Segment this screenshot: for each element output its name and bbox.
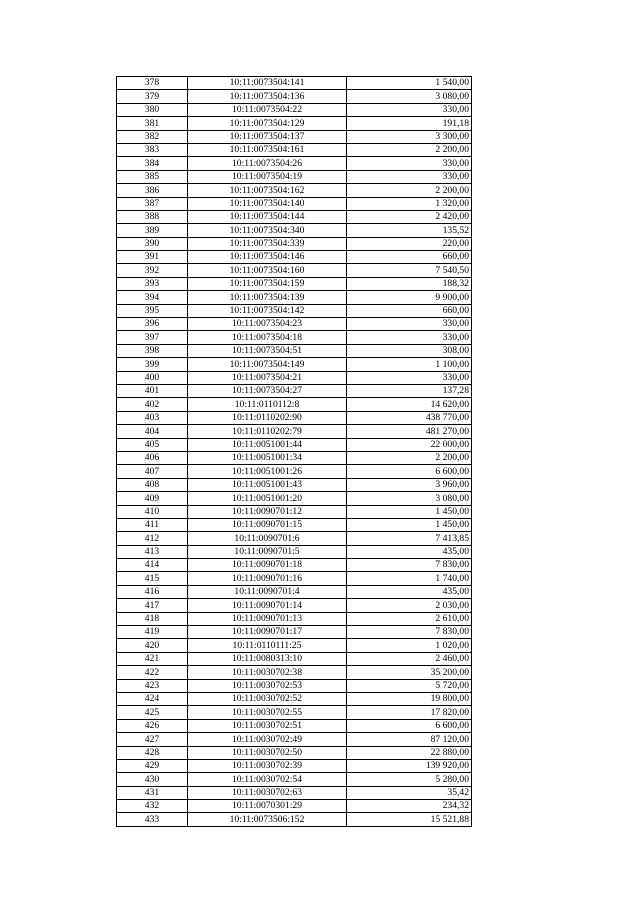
row-number-cell: 401 xyxy=(117,384,188,397)
value-cell: 14 620,00 xyxy=(347,398,472,411)
cadastral-number-cell: 10:11:0070301:29 xyxy=(188,800,347,813)
table-row xyxy=(117,733,472,746)
cadastral-number-cell: 10:11:0090701:13 xyxy=(188,612,347,625)
value-cell: 1 540,00 xyxy=(347,77,472,90)
row-number-cell: 419 xyxy=(117,626,188,639)
value-cell: 1 100,00 xyxy=(347,358,472,371)
value-cell: 3 080,00 xyxy=(347,492,472,505)
row-number-cell: 381 xyxy=(117,117,188,130)
row-number-cell: 412 xyxy=(117,532,188,545)
row-number-cell: 388 xyxy=(117,210,188,223)
row-number-cell: 415 xyxy=(117,572,188,585)
table-row xyxy=(117,786,472,799)
row-number-cell: 390 xyxy=(117,237,188,250)
value-cell: 1 020,00 xyxy=(347,639,472,652)
value-cell: 19 800,00 xyxy=(347,692,472,705)
table-row xyxy=(117,384,472,397)
cadastral-number-cell: 10:11:0090701:6 xyxy=(188,532,347,545)
cadastral-number-cell: 10:11:0080313:10 xyxy=(188,652,347,665)
row-number-cell: 426 xyxy=(117,719,188,732)
value-cell: 137,28 xyxy=(347,384,472,397)
value-cell: 22 000,00 xyxy=(347,438,472,451)
cadastral-number-cell: 10:11:0073504:137 xyxy=(188,130,347,143)
table-row xyxy=(117,371,472,384)
value-cell: 330,00 xyxy=(347,103,472,116)
table-row xyxy=(117,143,472,156)
cadastral-number-cell: 10:11:0030702:49 xyxy=(188,733,347,746)
value-cell: 330,00 xyxy=(347,170,472,183)
value-cell: 9 900,00 xyxy=(347,291,472,304)
row-number-cell: 427 xyxy=(117,733,188,746)
value-cell: 435,00 xyxy=(347,545,472,558)
table-row xyxy=(117,438,472,451)
value-cell: 3 300,00 xyxy=(347,130,472,143)
value-cell: 2 200,00 xyxy=(347,184,472,197)
value-cell: 7 413,85 xyxy=(347,532,472,545)
table-row xyxy=(117,304,472,317)
cadastral-number-cell: 10:11:0030702:51 xyxy=(188,719,347,732)
table-row xyxy=(117,344,472,357)
value-cell: 35,42 xyxy=(347,786,472,799)
table-row xyxy=(117,411,472,424)
cadastral-number-cell: 10:11:0073504:141 xyxy=(188,77,347,90)
table-row xyxy=(117,170,472,183)
value-cell: 2 200,00 xyxy=(347,451,472,464)
table-row xyxy=(117,157,472,170)
cadastral-number-cell: 10:11:0110202:79 xyxy=(188,425,347,438)
row-number-cell: 403 xyxy=(117,411,188,424)
table-row xyxy=(117,559,472,572)
cadastral-number-cell: 10:11:0030702:55 xyxy=(188,706,347,719)
value-cell: 660,00 xyxy=(347,251,472,264)
cadastral-number-cell: 10:11:0073504:129 xyxy=(188,117,347,130)
table-row xyxy=(117,692,472,705)
value-cell: 1 740,00 xyxy=(347,572,472,585)
table-row xyxy=(117,210,472,223)
cadastral-number-cell: 10:11:0073504:162 xyxy=(188,184,347,197)
table-row xyxy=(117,331,472,344)
value-cell: 330,00 xyxy=(347,371,472,384)
table-row xyxy=(117,679,472,692)
value-cell: 191,18 xyxy=(347,117,472,130)
row-number-cell: 433 xyxy=(117,813,188,826)
table-row xyxy=(117,585,472,598)
value-cell: 1 320,00 xyxy=(347,197,472,210)
row-number-cell: 396 xyxy=(117,318,188,331)
table-row xyxy=(117,759,472,772)
row-number-cell: 391 xyxy=(117,251,188,264)
cadastral-number-cell: 10:11:0030702:50 xyxy=(188,746,347,759)
cadastral-number-cell: 10:11:0110111:25 xyxy=(188,639,347,652)
cadastral-number-cell: 10:11:0073504:26 xyxy=(188,157,347,170)
value-cell: 7 830,00 xyxy=(347,559,472,572)
cadastral-number-cell: 10:11:0051001:20 xyxy=(188,492,347,505)
cadastral-number-cell: 10:11:0090701:16 xyxy=(188,572,347,585)
row-number-cell: 432 xyxy=(117,800,188,813)
table-row xyxy=(117,478,472,491)
value-cell: 3 080,00 xyxy=(347,90,472,103)
value-cell: 135,52 xyxy=(347,224,472,237)
row-number-cell: 402 xyxy=(117,398,188,411)
cadastral-number-cell: 10:11:0051001:34 xyxy=(188,451,347,464)
row-number-cell: 407 xyxy=(117,465,188,478)
cadastral-number-cell: 10:11:0073504:22 xyxy=(188,103,347,116)
row-number-cell: 416 xyxy=(117,585,188,598)
row-number-cell: 423 xyxy=(117,679,188,692)
value-cell: 15 521,88 xyxy=(347,813,472,826)
value-cell: 7 540,50 xyxy=(347,264,472,277)
row-number-cell: 397 xyxy=(117,331,188,344)
table-row xyxy=(117,103,472,116)
cadastral-number-cell: 10:11:0030702:54 xyxy=(188,773,347,786)
table-row xyxy=(117,291,472,304)
cadastral-number-cell: 10:11:0090701:5 xyxy=(188,545,347,558)
table-row xyxy=(117,237,472,250)
value-cell: 87 120,00 xyxy=(347,733,472,746)
table-row xyxy=(117,251,472,264)
value-cell: 5 280,00 xyxy=(347,773,472,786)
value-cell: 2 030,00 xyxy=(347,599,472,612)
table-row xyxy=(117,746,472,759)
cadastral-number-cell: 10:11:0051001:44 xyxy=(188,438,347,451)
cadastral-number-cell: 10:11:0073504:149 xyxy=(188,358,347,371)
row-number-cell: 414 xyxy=(117,559,188,572)
table-row xyxy=(117,652,472,665)
cadastral-number-cell: 10:11:0051001:43 xyxy=(188,478,347,491)
row-number-cell: 384 xyxy=(117,157,188,170)
table-row xyxy=(117,184,472,197)
cadastral-number-cell: 10:11:0090701:15 xyxy=(188,518,347,531)
row-number-cell: 428 xyxy=(117,746,188,759)
cadastral-number-cell: 10:11:0030702:39 xyxy=(188,759,347,772)
row-number-cell: 389 xyxy=(117,224,188,237)
cadastral-number-cell: 10:11:0090701:17 xyxy=(188,626,347,639)
value-cell: 35 200,00 xyxy=(347,666,472,679)
table-row xyxy=(117,492,472,505)
table-body xyxy=(117,77,472,827)
row-number-cell: 400 xyxy=(117,371,188,384)
value-cell: 2 610,00 xyxy=(347,612,472,625)
table-row xyxy=(117,277,472,290)
cadastral-number-cell: 10:11:0090701:12 xyxy=(188,505,347,518)
cadastral-number-cell: 10:11:0073504:140 xyxy=(188,197,347,210)
cadastral-number-cell: 10:11:0073504:19 xyxy=(188,170,347,183)
table-row xyxy=(117,90,472,103)
value-cell: 2 420,00 xyxy=(347,210,472,223)
table-row xyxy=(117,505,472,518)
table-row xyxy=(117,318,472,331)
table-row xyxy=(117,224,472,237)
cadastral-number-cell: 10:11:0073504:159 xyxy=(188,277,347,290)
table-row xyxy=(117,398,472,411)
table-row xyxy=(117,800,472,813)
cadastral-number-cell: 10:11:0073504:160 xyxy=(188,264,347,277)
value-cell: 2 460,00 xyxy=(347,652,472,665)
cadastral-number-cell: 10:11:0073504:142 xyxy=(188,304,347,317)
value-cell: 188,32 xyxy=(347,277,472,290)
row-number-cell: 378 xyxy=(117,77,188,90)
row-number-cell: 422 xyxy=(117,666,188,679)
value-cell: 1 450,00 xyxy=(347,518,472,531)
row-number-cell: 385 xyxy=(117,170,188,183)
cadastral-number-cell: 10:11:0073504:27 xyxy=(188,384,347,397)
table-row xyxy=(117,518,472,531)
row-number-cell: 395 xyxy=(117,304,188,317)
cadastral-number-cell: 10:11:0073504:136 xyxy=(188,90,347,103)
table-row xyxy=(117,532,472,545)
value-cell: 6 600,00 xyxy=(347,719,472,732)
row-number-cell: 383 xyxy=(117,143,188,156)
cadastral-number-cell: 10:11:0073506:152 xyxy=(188,813,347,826)
row-number-cell: 392 xyxy=(117,264,188,277)
cadastral-number-cell: 10:11:0090701:14 xyxy=(188,599,347,612)
cadastral-number-cell: 10:11:0073504:21 xyxy=(188,371,347,384)
row-number-cell: 408 xyxy=(117,478,188,491)
row-number-cell: 425 xyxy=(117,706,188,719)
table-row xyxy=(117,117,472,130)
row-number-cell: 386 xyxy=(117,184,188,197)
table-row xyxy=(117,451,472,464)
cadastral-number-cell: 10:11:0030702:53 xyxy=(188,679,347,692)
row-number-cell: 431 xyxy=(117,786,188,799)
value-cell: 438 770,00 xyxy=(347,411,472,424)
table-row xyxy=(117,626,472,639)
value-cell: 22 880,00 xyxy=(347,746,472,759)
value-cell: 1 450,00 xyxy=(347,505,472,518)
row-number-cell: 420 xyxy=(117,639,188,652)
table-row xyxy=(117,264,472,277)
cadastral-number-cell: 10:11:0090701:18 xyxy=(188,559,347,572)
table-row xyxy=(117,719,472,732)
row-number-cell: 399 xyxy=(117,358,188,371)
cadastral-number-cell: 10:11:0110202:90 xyxy=(188,411,347,424)
value-cell: 660,00 xyxy=(347,304,472,317)
cadastral-number-cell: 10:11:0073504:144 xyxy=(188,210,347,223)
value-cell: 139 920,00 xyxy=(347,759,472,772)
cadastral-number-cell: 10:11:0110112:8 xyxy=(188,398,347,411)
table-row xyxy=(117,639,472,652)
table-row xyxy=(117,599,472,612)
value-cell: 308,00 xyxy=(347,344,472,357)
cadastral-number-cell: 10:11:0090701:4 xyxy=(188,585,347,598)
table-row xyxy=(117,773,472,786)
row-number-cell: 380 xyxy=(117,103,188,116)
row-number-cell: 404 xyxy=(117,425,188,438)
table-row xyxy=(117,77,472,90)
value-cell: 220,00 xyxy=(347,237,472,250)
table-row xyxy=(117,358,472,371)
cadastral-number-cell: 10:11:0030702:38 xyxy=(188,666,347,679)
row-number-cell: 411 xyxy=(117,518,188,531)
value-cell: 2 200,00 xyxy=(347,143,472,156)
table-row xyxy=(117,572,472,585)
cadastral-number-cell: 10:11:0073504:161 xyxy=(188,143,347,156)
cadastral-number-cell: 10:11:0073504:146 xyxy=(188,251,347,264)
table-row xyxy=(117,545,472,558)
cadastral-number-cell: 10:11:0030702:63 xyxy=(188,786,347,799)
row-number-cell: 410 xyxy=(117,505,188,518)
table-row xyxy=(117,425,472,438)
row-number-cell: 379 xyxy=(117,90,188,103)
row-number-cell: 424 xyxy=(117,692,188,705)
row-number-cell: 394 xyxy=(117,291,188,304)
value-cell: 435,00 xyxy=(347,585,472,598)
value-cell: 330,00 xyxy=(347,331,472,344)
row-number-cell: 393 xyxy=(117,277,188,290)
value-cell: 3 960,00 xyxy=(347,478,472,491)
row-number-cell: 387 xyxy=(117,197,188,210)
value-cell: 481 270,00 xyxy=(347,425,472,438)
table-row xyxy=(117,813,472,826)
row-number-cell: 421 xyxy=(117,652,188,665)
value-cell: 330,00 xyxy=(347,157,472,170)
cadastral-number-cell: 10:11:0073504:51 xyxy=(188,344,347,357)
value-cell: 7 830,00 xyxy=(347,626,472,639)
row-number-cell: 409 xyxy=(117,492,188,505)
cadastral-value-table xyxy=(116,76,472,827)
row-number-cell: 406 xyxy=(117,451,188,464)
table-row xyxy=(117,666,472,679)
cadastral-number-cell: 10:11:0073504:18 xyxy=(188,331,347,344)
cadastral-number-cell: 10:11:0073504:139 xyxy=(188,291,347,304)
row-number-cell: 430 xyxy=(117,773,188,786)
cadastral-number-cell: 10:11:0051001:26 xyxy=(188,465,347,478)
row-number-cell: 417 xyxy=(117,599,188,612)
table-row xyxy=(117,197,472,210)
row-number-cell: 413 xyxy=(117,545,188,558)
value-cell: 5 720,00 xyxy=(347,679,472,692)
cadastral-number-cell: 10:11:0073504:23 xyxy=(188,318,347,331)
table-row xyxy=(117,465,472,478)
cadastral-number-cell: 10:11:0073504:340 xyxy=(188,224,347,237)
row-number-cell: 418 xyxy=(117,612,188,625)
row-number-cell: 405 xyxy=(117,438,188,451)
table-row xyxy=(117,706,472,719)
row-number-cell: 398 xyxy=(117,344,188,357)
row-number-cell: 382 xyxy=(117,130,188,143)
value-cell: 234,32 xyxy=(347,800,472,813)
table-row xyxy=(117,612,472,625)
cadastral-number-cell: 10:11:0030702:52 xyxy=(188,692,347,705)
value-cell: 17 820,00 xyxy=(347,706,472,719)
table-row xyxy=(117,130,472,143)
value-cell: 330,00 xyxy=(347,318,472,331)
cadastral-number-cell: 10:11:0073504:339 xyxy=(188,237,347,250)
row-number-cell: 429 xyxy=(117,759,188,772)
value-cell: 6 600,00 xyxy=(347,465,472,478)
